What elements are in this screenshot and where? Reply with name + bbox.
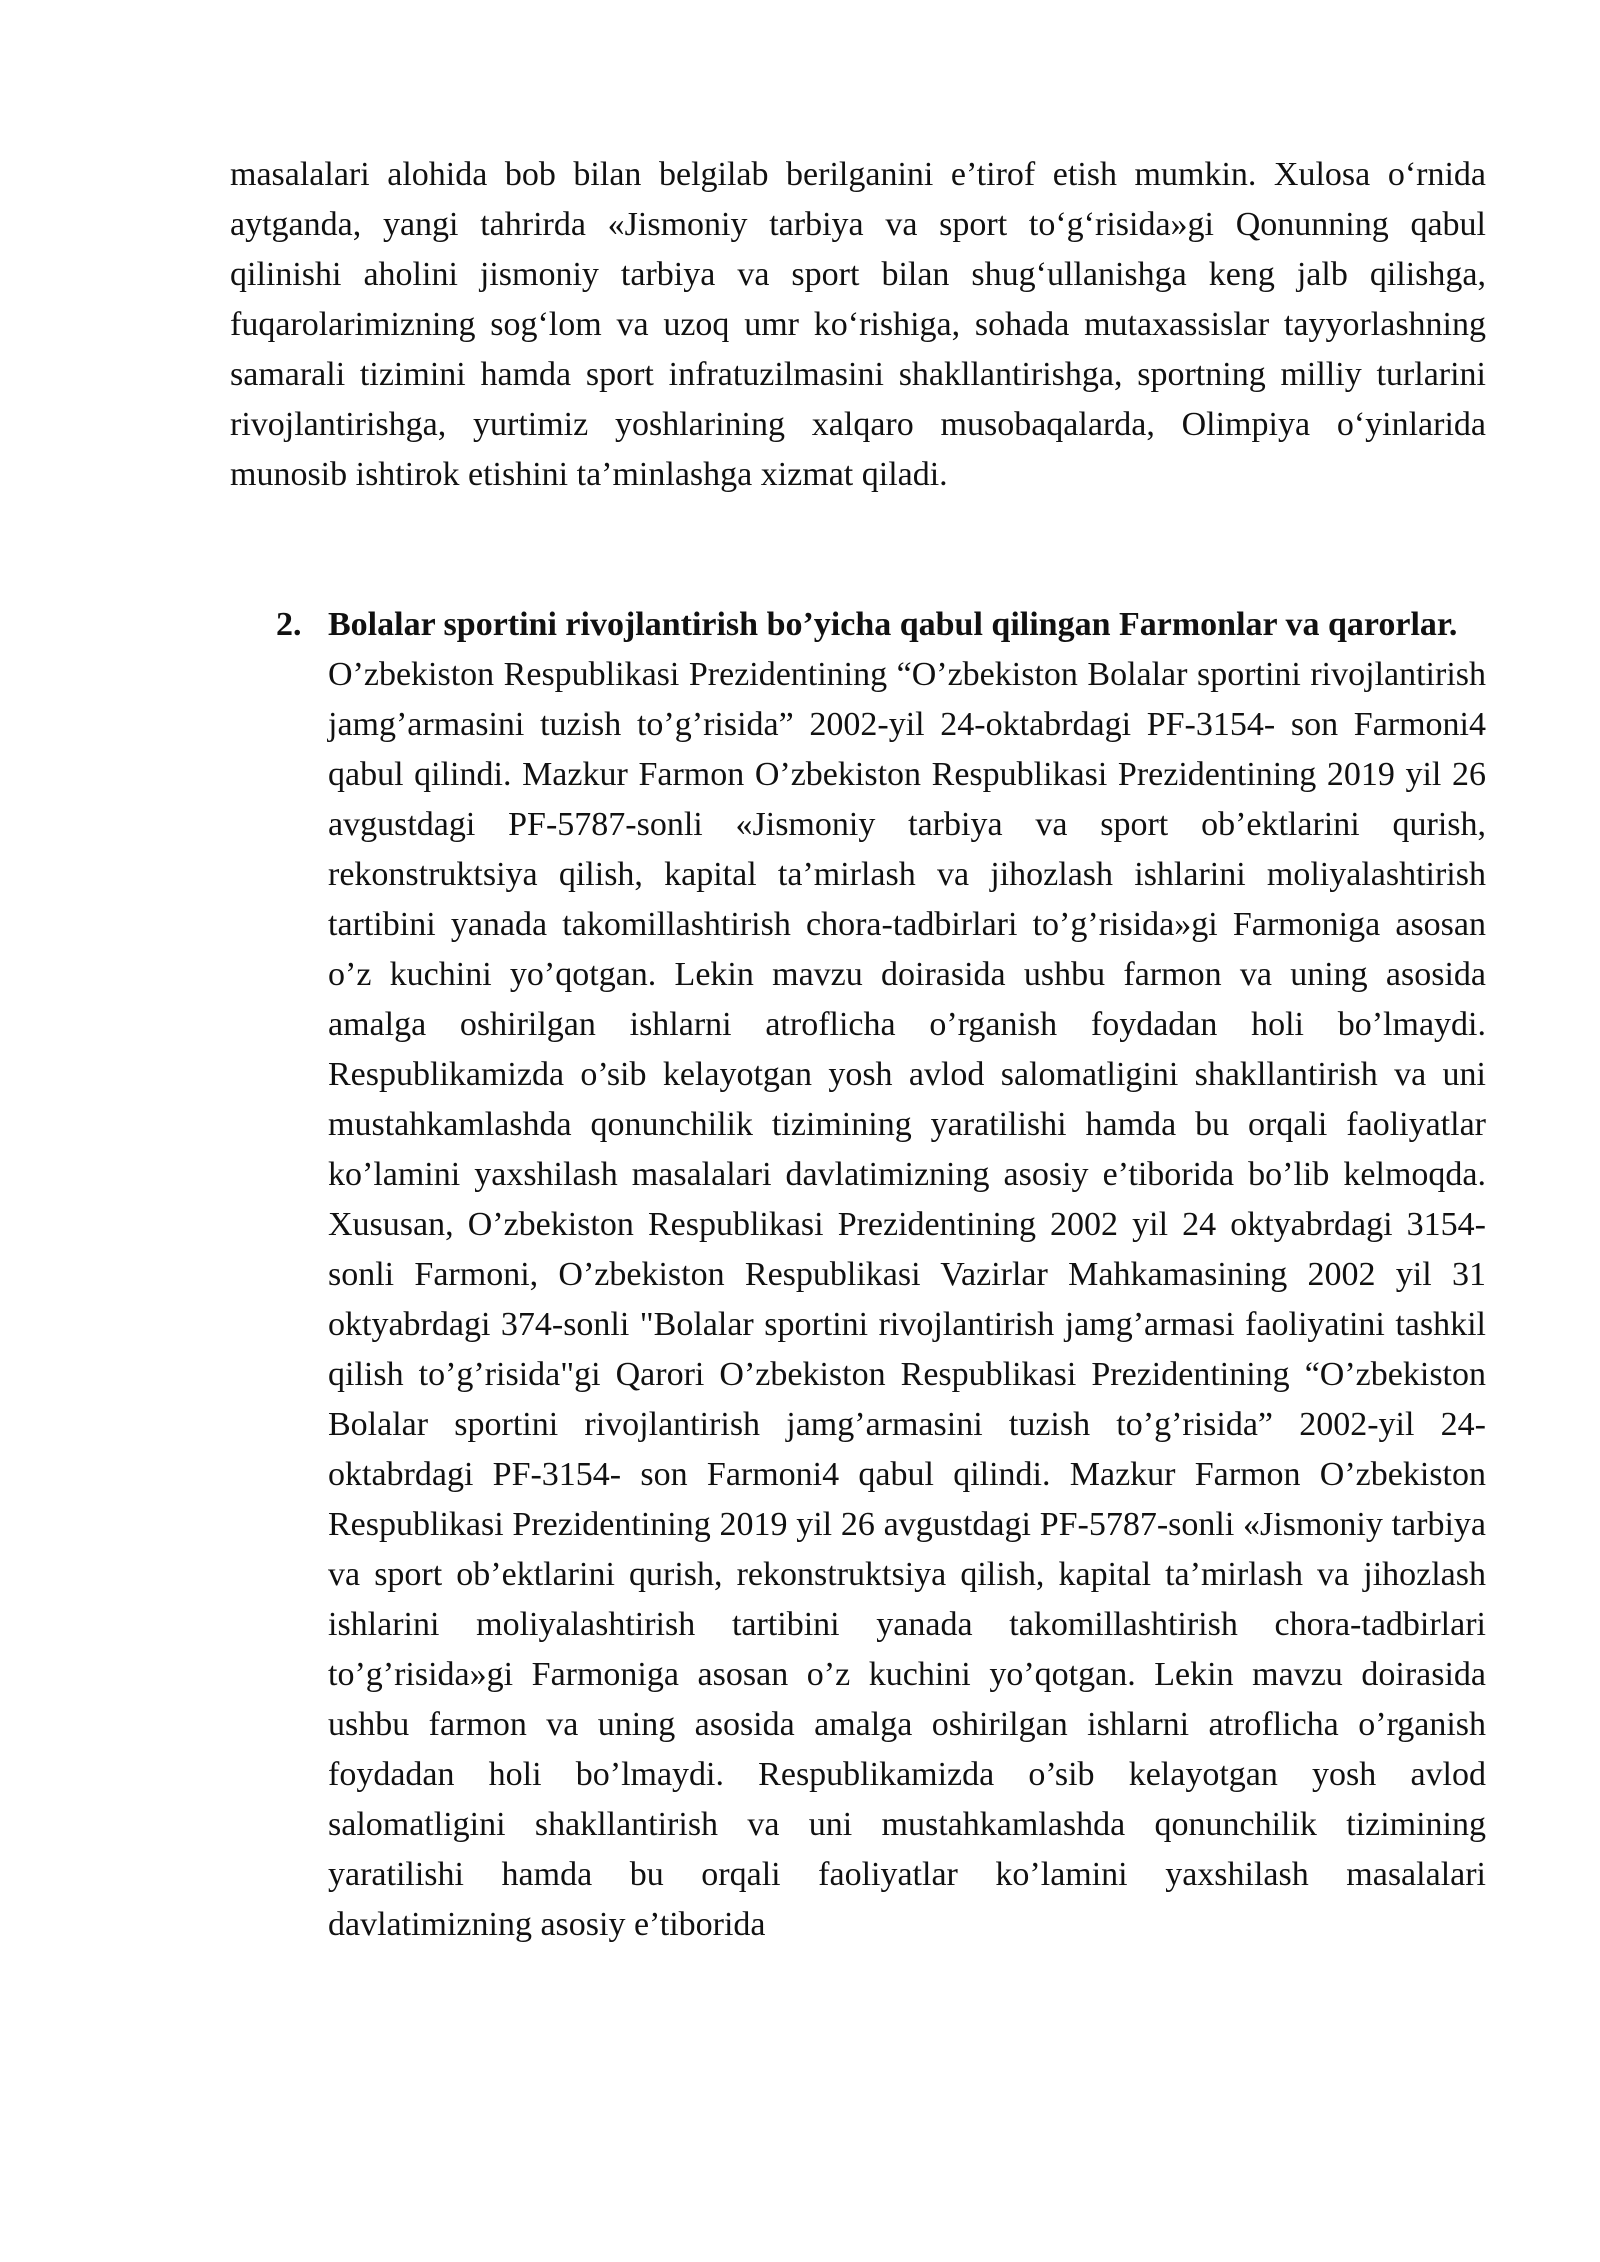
section-heading: Bolalar sportini rivojlantirish bo’yicha qabul qilingan Farmonlar va qarorlar. — [328, 606, 1458, 643]
section-number: 2. — [276, 606, 302, 643]
section-2 — [276, 600, 1486, 1950]
intro-paragraph: masalalari alohida bob bilan belgilab berilganini e’tirof etish mumkin. Xulosa o‘rnida aytganda, yangi tahrirda «Jismoniy tarbiya va sport to‘g‘risida»gi Qonunning qabul qilinishi aholini jismoniy tarbiya va sport bilan shug‘ullanishga keng jalb qilishga, fuqarolarimizning sog‘lom va uzoq umr ko‘rishiga, sohada mutaxassislar tayyorlashning samarali tizimini hamda sport infratuzilmasini shakllantirishga, sportning milliy turlarini rivojlantirishga, yurtimiz yoshlarining xalqaro musobaqalarda, Olimpiya o‘yinlarida munosib ishtirok etishini ta’minlashga xizmat qiladi. — [230, 156, 1486, 493]
section-body-paragraph: O’zbekiston Respublikasi Prezidentining “O’zbekiston Bolalar sportini rivojlantirish jamg’armasini tuzish to’g’risida” 2002-yil 24-oktabrdagi PF-3154- son Farmoni4 qabul qilindi. Mazkur Farmon O’zbekiston Respublikasi Prezidentining 2019 yil 26 avgustdagi PF-5787-sonli «Jismoniy tarbiya va sport ob’ektlarini qurish, rekonstruktsiya qilish, kapital ta’mirlash va jihozlash ishlarini moliyalashtirish tartibini yanada takomillashtirish chora-tadbirlari to’g’risida»gi Farmoniga asosan o’z kuchini yo’qotgan. Lekin mavzu doirasida ushbu farmon va uning asosida amalga oshirilgan ishlarni atroflicha o’rganish foydadan holi bo’lmaydi. Respublikamizda o’sib kelayotgan yosh avlod salomatligini shakllantirish va uni mustahkamlashda qonunchilik tizimining yaratilishi hamda bu orqali faoliyatlar ko’lamini yaxshilash masalalari davlatimizning asosiy e’tiborida bo’lib kelmoqda. Xususan, O’zbekiston Respublikasi Prezidentining 2002 yil 24 oktyabrdagi 3154-sonli Farmoni, O’zbekiston Respublikasi Vazirlar Mahkamasining 2002 yil 31 oktyabrdagi 374-sonli "Bolalar sportini rivojlantirish jamg’armasi faoliyatini tashkil qilish to’g’risida"gi Qarori O’zbekiston Respublikasi Prezidentining “O’zbekiston Bolalar sportini rivojlantirish jamg’armasini tuzish to’g’risida” 2002-yil 24-oktabrdagi PF-3154- son Farmoni4 qabul qilindi. Mazkur Farmon O’zbekiston Respublikasi Prezidentining 2019 yil 26 avgustdagi PF-5787-sonli «Jismoniy tarbiya va sport ob’ektlarini qurish, rekonstruktsiya qilish, kapital ta’mirlash va jihozlash ishlarini moliyalashtirish tartibini yanada takomillashtirish chora-tadbirlari to’g’risida»gi Farmoniga asosan o’z kuchini yo’qotgan. Lekin mavzu doirasida ushbu farmon va uning asosida amalga oshirilgan ishlarni atroflicha o’rganish foydadan holi bo’lmaydi. Respublikamizda o’sib kelayotgan yosh avlod salomatligini shakllantirish va uni mustahkamlashda qonunchilik tizimining yaratilishi hamda bu orqali faoliyatlar ko’lamini yaxshilash masalalari davlatimizning asosiy e’tiborida — [328, 656, 1486, 1943]
